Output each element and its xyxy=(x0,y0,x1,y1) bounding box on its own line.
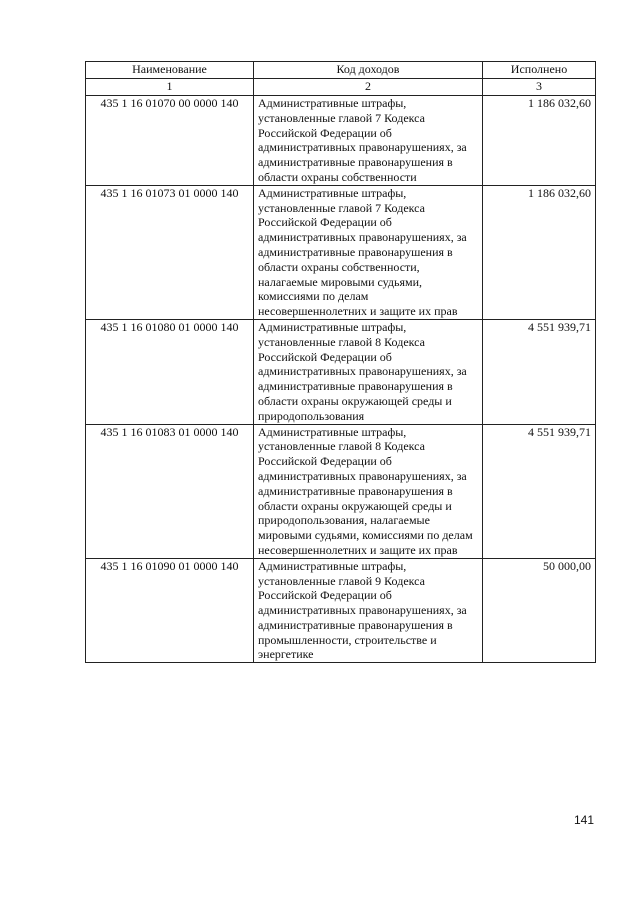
row-amount: 1 186 032,60 xyxy=(483,96,596,186)
row-name: Административные штрафы, установленные главой 7 Кодекса Российской Федерации об административных правонарушениях, за административные правонарушения в области охраны собственности xyxy=(254,96,483,186)
row-name: Административные штрафы, установленные главой 8 Кодекса Российской Федерации об административных правонарушениях, за административные правонарушения в области охраны окружающей среды и природопользования, налагаемые мировыми судьями, комиссиями по делам несовершеннолетних и защите их прав xyxy=(254,424,483,558)
revenue-table xyxy=(85,61,596,663)
table-row xyxy=(86,424,596,558)
row-name: Административные штрафы, установленные главой 7 Кодекса Российской Федерации об административных правонарушениях, за административные правонарушения в области охраны собственности, налагаемые мировыми судьями, комиссиями по делам несовершеннолетних и защите их прав xyxy=(254,185,483,319)
column-number-row xyxy=(86,79,596,96)
table-row xyxy=(86,96,596,186)
row-code: 435 1 16 01090 01 0000 140 xyxy=(86,558,254,663)
row-code: 435 1 16 01073 01 0000 140 xyxy=(86,185,254,319)
row-amount: 4 551 939,71 xyxy=(483,424,596,558)
row-amount: 50 000,00 xyxy=(483,558,596,663)
column-number-3: 3 xyxy=(483,79,596,96)
table-row xyxy=(86,558,596,663)
page-number: 141 xyxy=(573,813,594,827)
header-executed: Исполнено xyxy=(483,62,596,79)
table-header-row xyxy=(86,62,596,79)
row-name: Административные штрафы, установленные главой 8 Кодекса Российской Федерации об административных правонарушениях, за административные правонарушения в области охраны окружающей среды и природопользования xyxy=(254,319,483,424)
row-code: 435 1 16 01083 01 0000 140 xyxy=(86,424,254,558)
header-name: Наименование xyxy=(86,62,254,79)
row-amount: 4 551 939,71 xyxy=(483,319,596,424)
column-number-2: 2 xyxy=(254,79,483,96)
row-code: 435 1 16 01070 00 0000 140 xyxy=(86,96,254,186)
row-amount: 1 186 032,60 xyxy=(483,185,596,319)
column-number-1: 1 xyxy=(86,79,254,96)
row-code: 435 1 16 01080 01 0000 140 xyxy=(86,319,254,424)
row-name: Административные штрафы, установленные главой 9 Кодекса Российской Федерации об административных правонарушениях, за административные правонарушения в промышленности, строительстве и энергетике xyxy=(254,558,483,663)
header-revenue-code: Код доходов xyxy=(254,62,483,79)
table-row xyxy=(86,185,596,319)
table-row xyxy=(86,319,596,424)
